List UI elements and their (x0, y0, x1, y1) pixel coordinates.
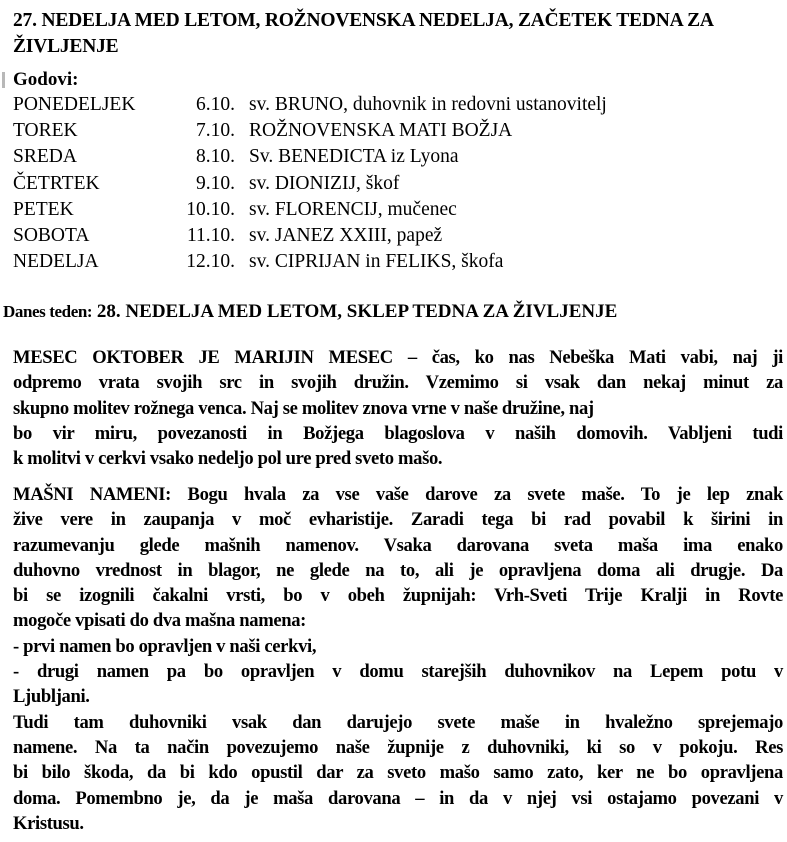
feast-day: SREDA (13, 146, 77, 168)
text-line: duhovno vrednost in blagor, ne glede na to, ali je opravljena doma ali drugje. Da (13, 559, 783, 581)
text-cursor-marker (2, 72, 5, 88)
text-line: žive vere in zaupanja v moč evharistije. Zaradi tega bi rad povabil k širini in (13, 509, 783, 531)
october-announcement (13, 345, 783, 471)
text-line: Tudi tam duhovniki vsak dan darujejo svete maše in hvaležno sprejemajo (13, 711, 783, 733)
feast-day: PONEDELJEK (13, 94, 136, 115)
next-week-text: 28. NEDELJA MED LETOM, SKLEP TEDNA ZA ŽIVLJENJE (92, 301, 618, 322)
feasts-heading: Godovi: (13, 69, 79, 90)
feast-date: 8.10. (196, 146, 235, 168)
feast-date: 6.10. (196, 94, 235, 115)
feast-saint: sv. CIPRIJAN in FELIKS, škofa (249, 251, 504, 273)
list-item: - drugi namen pa bo opravljen v domu starejših duhovnikov na Lepem potu v (13, 661, 783, 683)
feast-day: TOREK (13, 120, 78, 142)
feast-saint: sv. BRUNO, duhovnik in redovni ustanovitelj (249, 94, 607, 115)
mass-intentions-announcement (13, 482, 783, 836)
next-week-label: Danes teden: (3, 302, 93, 321)
feast-day: NEDELJA (13, 251, 99, 273)
feast-date: 11.10. (186, 224, 235, 246)
feast-day: PETEK (13, 198, 74, 220)
feast-day: SOBOTA (13, 224, 90, 246)
list-item: - prvi namen bo opravljen v naši cerkvi, (13, 635, 317, 657)
text-line: doma. Pomembno je, da je maša darovana – in da v njej vsi ostajamo povezani v (13, 787, 783, 809)
feast-date: 12.10. (186, 251, 235, 273)
text-line: Ljubljani. (13, 686, 90, 708)
feast-saint: sv. FLORENCIJ, mučenec (249, 198, 457, 220)
feast-date: 7.10. (196, 120, 235, 142)
feast-date: 9.10. (196, 172, 235, 194)
next-week-heading (3, 300, 617, 324)
feast-saint: sv. DIONIZIJ, škof (249, 172, 400, 194)
text-line: skupno molitev rožnega venca. Naj se molitev znova vrne v naše družine, naj (13, 397, 594, 419)
text-line: MAŠNI NAMENI: Bogu hvala za vse vaše darove za svete maše. To je lep znak (13, 484, 783, 505)
text-line: Kristusu. (13, 812, 84, 834)
text-line: bi se izognili čakalni vrsti, bo v obeh župnijah: Vrh-Sveti Trije Kralji in Rovte (13, 585, 783, 607)
text-line: k molitvi v cerkvi vsako nedeljo pol ure pred sveto mašo. (13, 448, 443, 470)
text-line: odpremo vrata svojih src in svojih družin. Vzemimo si vsak dan nekaj minut za (13, 372, 783, 394)
text-line: MESEC OKTOBER JE MARIJIN MESEC – čas, ko nas Nebeška Mati vabi, naj ji (13, 347, 783, 368)
text-line: namene. Na ta način povezujemo naše župnije z duhovniki, ki so v pokoju. Res (13, 736, 783, 758)
feast-saint: sv. JANEZ XXIII, papež (249, 224, 443, 246)
page-title: 27. NEDELJA MED LETOM, ROŽNOVENSKA NEDELJA, ZAČETEK TEDNA ZA ŽIVLJENJE (13, 10, 713, 57)
feast-saint: ROŽNOVENSKA MATI BOŽJA (249, 120, 513, 142)
text-line: mogoče vpisati do dva mašna namena: (13, 610, 307, 632)
feast-date: 10.10. (186, 198, 235, 220)
text-line: bi bilo škoda, da bi kdo opustil dar za sveto mašo samo zato, ker ne bo opravljena (13, 762, 783, 784)
feast-day: ČETRTEK (13, 172, 100, 194)
text-line: bo vir miru, povezanosti in Božjega blagoslova v naših domovih. Vabljeni tudi (13, 422, 783, 444)
feast-saint: Sv. BENEDICTA iz Lyona (249, 146, 459, 168)
text-line: razumevanju glede mašnih namenov. Vsaka darovana sveta maša ima enako (13, 534, 783, 556)
